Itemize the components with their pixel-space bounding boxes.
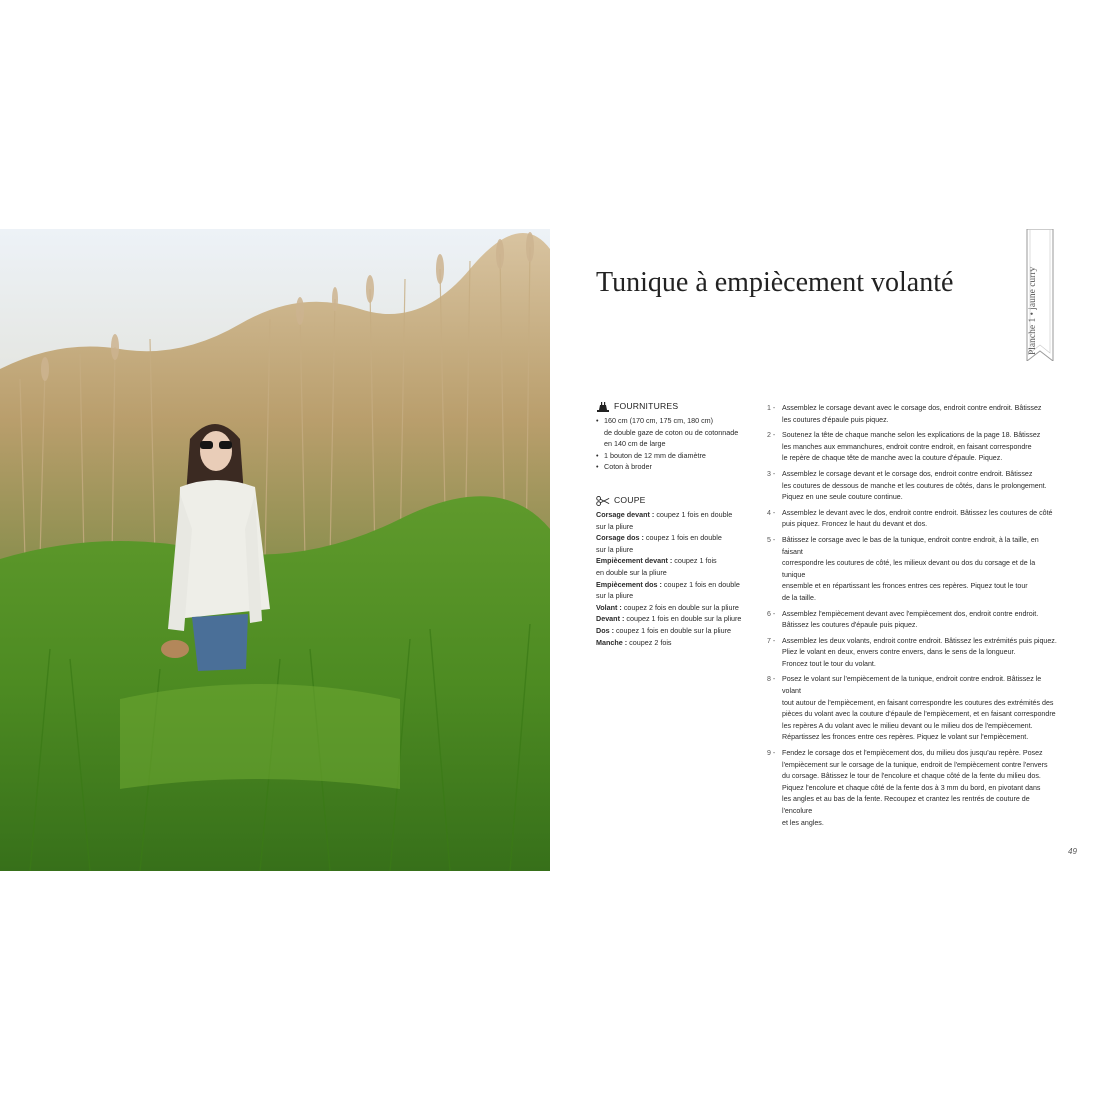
cut-row: Empiècement devant : coupez 1 fois en double sur la pliure: [596, 556, 717, 577]
step-line: ensemble et en répartissant les fronces entres ces repères. Piquez tout le tour: [782, 582, 1028, 591]
cut-row: Devant : coupez 1 fois en double sur la pliure: [596, 614, 742, 624]
step-line: les angles et au bas de la fente. Recoupez et crantez les rentrés de couture de l'encolure: [782, 795, 1030, 815]
step-line: les coutures de dessous de manche et les coutures de côtés, dans le prolongement.: [782, 481, 1047, 490]
step-number: 8 -: [767, 675, 776, 684]
supplies-list: [596, 415, 746, 473]
instruction-step: [767, 430, 1057, 465]
photo-illustration: [0, 229, 550, 871]
step-number: 2 -: [767, 431, 776, 440]
cutting-heading-text: COUPE: [614, 495, 646, 506]
step-line: de la taille.: [782, 593, 816, 602]
instruction-step: [767, 508, 1057, 531]
woman-in-reeds-photo: [0, 229, 550, 871]
cutting-section: [596, 495, 746, 648]
step-number: 6 -: [767, 609, 776, 618]
instruction-step: [767, 609, 1057, 632]
step-number: 1 -: [767, 404, 776, 412]
step-number: 7 -: [767, 636, 776, 645]
step-line: Assemblez l'empiècement devant avec l'empiècement dos, endroit contre endroit.: [782, 609, 1039, 618]
step-line: Assemblez le corsage devant avec le corsage dos, endroit contre endroit. Bâtissez: [782, 404, 1042, 412]
step-line: Pliez le volant en deux, envers contre envers, dans le sens de la longueur.: [782, 648, 1016, 657]
step-line: Soutenez la tête de chaque manche selon les explications de la page 18. Bâtissez: [782, 431, 1041, 440]
step-number: 5 -: [767, 535, 776, 544]
step-line: Assemblez le devant avec le dos, endroit contre endroit. Bâtissez les coutures de côté: [782, 508, 1053, 517]
step-line: Froncez tout le tour du volant.: [782, 659, 876, 668]
cut-row: Volant : coupez 2 fois en double sur la pliure: [596, 602, 739, 612]
step-line: l'empiècement sur le corsage de la tunique, endroit de l'empiècement contre l'envers: [782, 760, 1048, 769]
instructions-page: [550, 229, 1100, 871]
step-line: puis piquez. Froncez le haut du devant et dos.: [782, 520, 928, 529]
list-item: • Coton à broder: [596, 461, 746, 473]
step-line: Assemblez le corsage devant et le corsage dos, endroit contre endroit. Bâtissez: [782, 469, 1033, 478]
supplies-heading: [596, 401, 746, 413]
sewing-machine-icon: [596, 401, 610, 413]
page-number: 49: [1068, 847, 1077, 856]
instruction-step: [767, 403, 1057, 426]
book-spread: [0, 229, 1100, 871]
step-line: Répartissez les fronces entre ces repères. Piquez le volant sur l'empiècement.: [782, 733, 1029, 742]
step-line: Bâtissez le corsage avec le bas de la tunique, endroit contre endroit, à la taille, en faisant: [782, 535, 1039, 556]
step-line: du corsage. Bâtissez le tour de l'encolure et chaque côté de la fente du milieu dos.: [782, 772, 1041, 781]
scissors-icon: [596, 495, 610, 507]
supplies-heading-text: FOURNITURES: [614, 401, 679, 412]
cut-row: Dos : coupez 1 fois en double sur la pliure: [596, 625, 732, 635]
step-line: correspondre les coutures de côté, les milieux devant ou dos du corsage et de la tunique: [782, 559, 1036, 579]
list-item: • 1 bouton de 12 mm de diamètre: [596, 450, 746, 462]
instruction-step: [767, 674, 1057, 744]
cut-row: Empiècement dos : coupez 1 fois en double sur la pliure: [596, 579, 740, 601]
step-line: le repère de chaque tête de manche avec la couture d'épaule. Piquez.: [782, 454, 1003, 463]
cut-row: Corsage devant : coupez 1 fois en double sur la pliure: [596, 510, 733, 531]
cut-row: Manche : coupez 2 fois: [596, 637, 672, 647]
instruction-step: [767, 535, 1057, 605]
step-line: les coutures d'épaule puis piquez.: [782, 415, 889, 424]
step-line: tout autour de l'empiècement, en faisant correspondre les coutures des extrémités des: [782, 698, 1054, 707]
step-line: les manches aux emmanchures, endroit contre endroit, en faisant correspondre: [782, 442, 1032, 451]
step-line: Assemblez les deux volants, endroit contre endroit. Bâtissez les extrémités puis piquez.: [782, 636, 1057, 645]
instruction-step: [767, 469, 1057, 504]
step-number: 4 -: [767, 508, 776, 517]
step-line: Piquez en une seule couture continue.: [782, 493, 903, 502]
step-line: Bâtissez les coutures d'épaule puis piquez.: [782, 621, 918, 630]
instruction-step: [767, 636, 1057, 671]
step-line: les repères A du volant avec le milieu devant ou le milieu dos de l'empiècement.: [782, 721, 1033, 730]
step-line: pièces du volant avec la couture d'épaule de l'empiècement, et en faisant correspondre: [782, 710, 1056, 719]
page-title: Tunique à empiècement volanté: [596, 267, 954, 298]
cutting-heading: [596, 495, 746, 507]
step-number: 9 -: [767, 749, 776, 758]
supplies-section: [596, 401, 746, 473]
step-line: Piquez l'encolure et chaque côté de la fente dos à 3 mm du bord, en pivotant dans: [782, 783, 1041, 792]
step-line: et les angles.: [782, 818, 824, 827]
instruction-step: [767, 748, 1057, 829]
instruction-steps: [767, 403, 1057, 833]
cut-row: Corsage dos : coupez 1 fois en double sur la pliure: [596, 533, 722, 554]
list-item: • 160 cm (170 cm, 175 cm, 180 cm) de double gaze de coton ou de cotonnade en 140 cm de large: [596, 415, 746, 450]
step-number: 3 -: [767, 469, 776, 478]
step-line: Posez le volant sur l'empiècement de la tunique, endroit contre endroit. Bâtissez le volant: [782, 675, 1042, 696]
step-line: Fendez le corsage dos et l'empiècement dos, du milieu dos jusqu'au repère. Posez: [782, 749, 1043, 758]
